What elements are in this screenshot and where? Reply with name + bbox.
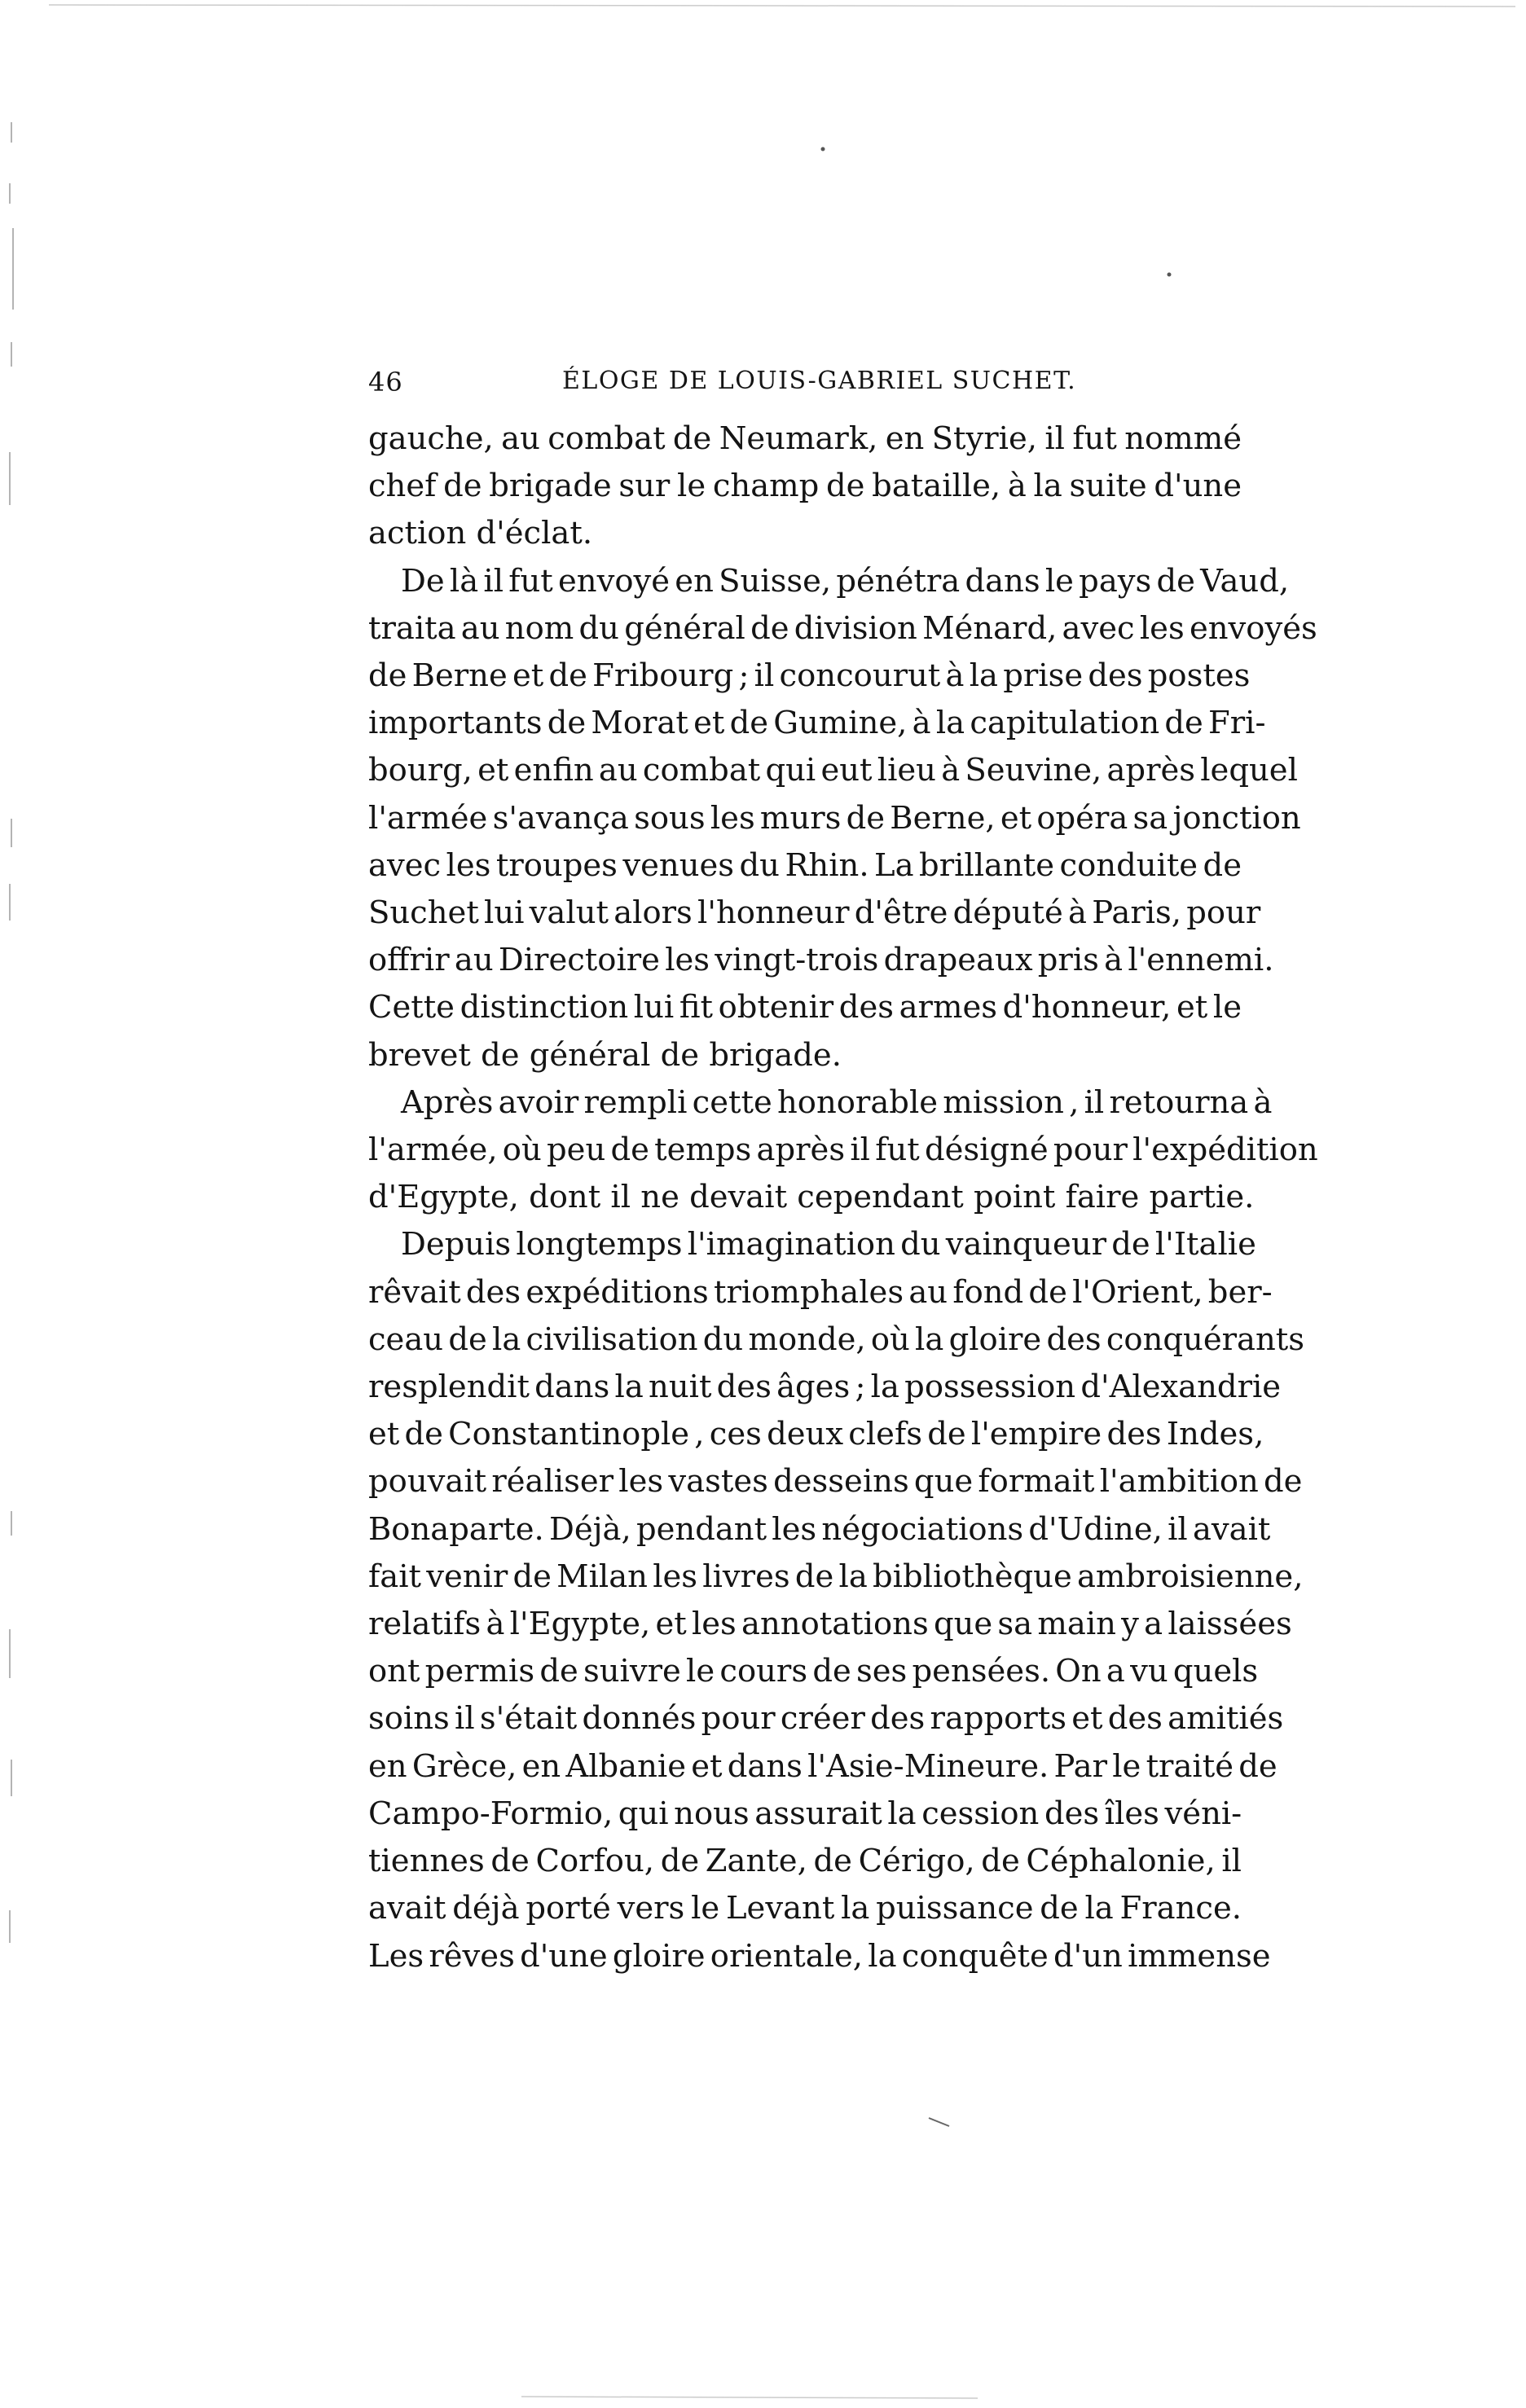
text-line: ont permis de suivre le cours de ses pensées. On a vu quels	[368, 1653, 1259, 1690]
text-line: Suchet lui valut alors l'honneur d'être député à Paris, pour	[368, 894, 1261, 932]
text-line: l'armée, où peu de temps après il fut désigné pour l'expédition	[368, 1131, 1318, 1169]
text-line: avec les troupes venues du Rhin. La brillante conduite de	[368, 846, 1242, 884]
text-line: en Grèce, en Albanie et dans l'Asie-Mineure. Par le traité de	[368, 1747, 1278, 1785]
text-line: soins il s'était donnés pour créer des rapports et des amitiés	[368, 1700, 1284, 1738]
text-line: action d'éclat.	[368, 515, 593, 552]
text-line: bourg, et enfin au combat qui eut lieu à Seuvine, après lequel	[368, 752, 1298, 789]
text-line: Campo-Formio, qui nous assurait la cession des îles véni-	[368, 1795, 1242, 1832]
text-line: d'Egypte, dont il ne devait cependant point faire partie.	[368, 1179, 1255, 1216]
body-text	[368, 415, 1318, 1980]
text-line: pouvait réaliser les vastes desseins que formait l'ambition de	[368, 1463, 1303, 1501]
text-line: Les rêves d'une gloire orientale, la conquête d'un immense	[368, 1937, 1271, 1975]
paragraph-2	[368, 558, 1317, 1079]
text-line: gauche, au combat de Neumark, en Styrie, il fut nommé	[368, 420, 1242, 457]
book-page	[368, 367, 1318, 1980]
text-line: de Berne et de Fribourg ; il concourut à la prise des postes	[368, 657, 1251, 695]
text-line: l'armée s'avança sous les murs de Berne, et opéra sa jonction	[368, 799, 1301, 837]
text-line: relatifs à l'Egypte, et les annotations que sa main y a laissées	[368, 1606, 1292, 1643]
text-line: brevet de général de brigade.	[368, 1036, 842, 1074]
text-line: resplendit dans la nuit des âges ; la possession d'Alexandrie	[368, 1369, 1282, 1406]
text-line: chef de brigade sur le champ de bataille, à la suite d'une	[368, 468, 1242, 505]
text-line: avait déjà porté vers le Levant la puissance de la France.	[368, 1890, 1242, 1927]
paragraph-4	[368, 1221, 1305, 1980]
paragraph-3	[368, 1079, 1318, 1222]
text-line: rêvait des expéditions triomphales au fond de l'Orient, ber-	[368, 1273, 1273, 1311]
text-line: De là il fut envoyé en Suisse, pénétra dans le pays de Vaud,	[401, 562, 1290, 600]
text-line: ceau de la civilisation du monde, où la gloire des conquérants	[368, 1320, 1305, 1358]
paragraph-1	[368, 415, 1242, 558]
text-line: tiennes de Corfou, de Zante, de Cérigo, de Céphalonie, il	[368, 1843, 1242, 1880]
running-header	[368, 367, 1242, 415]
text-line: et de Constantinople , ces deux clefs de l'empire des Indes,	[368, 1416, 1264, 1453]
text-line: Cette distinction lui fit obtenir des armes d'honneur, et le	[368, 989, 1242, 1026]
text-line: importants de Morat et de Gumine, à la capitulation de Fri-	[368, 705, 1266, 742]
text-line: fait venir de Milan les livres de la bibliothèque ambroisienne,	[368, 1558, 1304, 1595]
page-number: 46	[368, 367, 403, 398]
running-title: ÉLOGE DE LOUIS-GABRIEL SUCHET.	[562, 367, 1077, 395]
text-line: offrir au Directoire les vingt-trois drapeaux pris à l'ennemi.	[368, 942, 1274, 979]
text-line: traita au nom du général de division Ménard, avec les envoyés	[368, 609, 1317, 647]
text-line: Après avoir rempli cette honorable mission , il retourna à	[401, 1083, 1273, 1121]
text-line: Depuis longtemps l'imagination du vainqueur de l'Italie	[401, 1226, 1256, 1263]
text-line: Bonaparte. Déjà, pendant les négociations d'Udine, il avait	[368, 1510, 1271, 1548]
